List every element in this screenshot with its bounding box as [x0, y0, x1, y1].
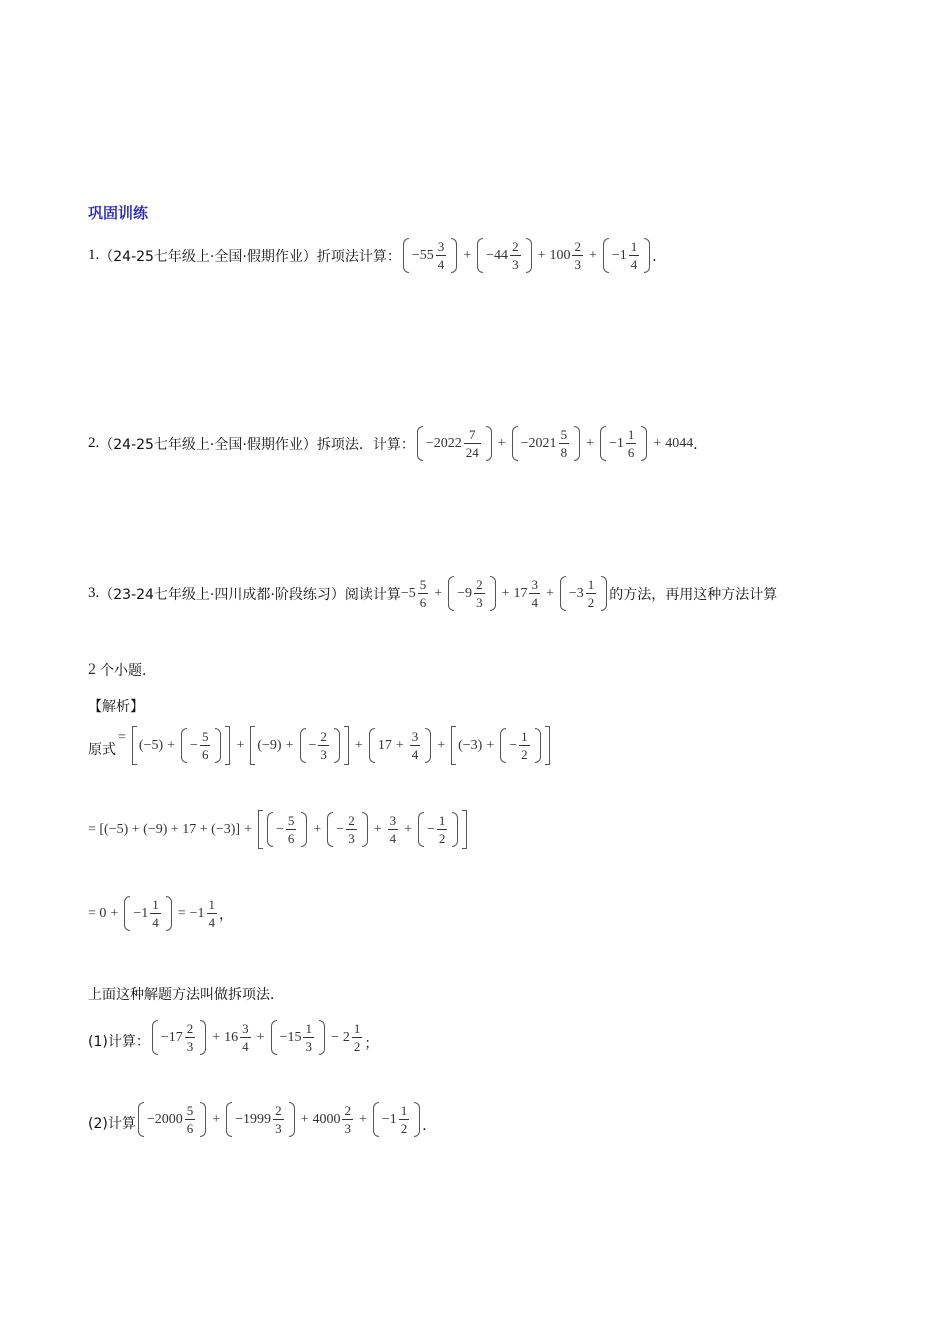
question-3-line-2-text: 个小题．	[100, 663, 156, 679]
plus-sign: +	[497, 435, 506, 451]
paren-group	[271, 1022, 325, 1053]
paren-group	[138, 1104, 206, 1135]
integer-part: −55	[411, 247, 434, 263]
plus-sign: +	[537, 247, 546, 263]
question-2-number: 2.	[88, 435, 100, 451]
part-1-expression	[150, 1022, 365, 1053]
denominator: 2	[521, 747, 528, 762]
paren-group	[477, 240, 531, 271]
fraction	[474, 578, 485, 609]
question-2	[88, 428, 707, 459]
part-1-label: (1)计算：	[88, 1034, 150, 1050]
question-2-expression	[415, 428, 693, 459]
numerator: 3	[389, 813, 397, 828]
minus-sign: −	[190, 737, 198, 753]
integer-part: 100	[549, 247, 571, 263]
fraction	[464, 428, 481, 459]
bracket-group	[451, 730, 550, 761]
step-2-expression	[88, 814, 469, 845]
denominator: 2	[587, 595, 595, 610]
minus-sign: −	[427, 821, 435, 837]
step-3-expression	[88, 898, 219, 929]
denominator: 6	[186, 1121, 194, 1136]
equals-sign: =	[177, 905, 186, 921]
denominator: 4	[208, 915, 216, 930]
plus-sign: +	[167, 737, 176, 753]
fraction	[200, 730, 211, 761]
paren-group	[418, 814, 458, 845]
fraction	[346, 814, 357, 845]
paren-group	[373, 1104, 420, 1135]
plus-sign: +	[463, 247, 472, 263]
fraction	[318, 730, 329, 761]
plus-sign: +	[244, 821, 252, 837]
question-2-end: ．	[693, 436, 708, 453]
integer-part: −2000	[146, 1111, 183, 1127]
integer-part: 17	[513, 585, 528, 601]
minus-sign: −	[275, 821, 284, 837]
question-1-expression	[401, 240, 652, 271]
fraction	[410, 730, 421, 761]
zero-term: = 0	[88, 905, 107, 921]
numerator: 3	[437, 239, 445, 254]
paren-group	[226, 1104, 294, 1135]
analysis-step-1	[88, 730, 552, 761]
numerator: 5	[419, 577, 427, 592]
minus-sign: −	[330, 1029, 339, 1045]
part-1-end: ；	[364, 1036, 379, 1052]
denominator: 4	[152, 915, 159, 930]
numerator: 2	[512, 239, 519, 254]
paren-group	[152, 1022, 206, 1053]
integer-part: 4044	[665, 435, 694, 451]
question-3-line-2	[88, 660, 156, 680]
numerator: 1	[152, 897, 159, 912]
numerator: 2	[186, 1021, 194, 1036]
paren-group	[603, 240, 650, 271]
fraction	[185, 1104, 196, 1135]
numerator: 1	[353, 1021, 361, 1036]
numerator: 5	[287, 813, 295, 828]
numerator: 1	[587, 577, 595, 592]
fraction	[273, 1104, 284, 1135]
fraction	[303, 1022, 314, 1053]
integer-part: −1	[189, 905, 205, 921]
numerator: 1	[521, 729, 528, 744]
paren-group	[500, 730, 540, 761]
numerator: 3	[242, 1021, 249, 1036]
question-1-number: 1.	[88, 247, 100, 263]
plus-sign: +	[653, 435, 662, 451]
denominator: 2	[400, 1121, 408, 1136]
integer-part: −5	[400, 585, 416, 601]
plus-sign: +	[212, 1029, 221, 1045]
integer-part: −1999	[235, 1111, 272, 1127]
paren-group	[181, 730, 221, 761]
fraction	[150, 898, 161, 929]
plus-sign: +	[354, 737, 363, 753]
original-expression-label: 原式	[88, 742, 116, 758]
numerator: 5	[560, 427, 568, 442]
question-3-expression	[401, 578, 609, 609]
fraction	[586, 578, 597, 609]
integer-part: 2	[342, 1029, 350, 1045]
plus-sign: +	[486, 737, 495, 753]
denominator: 3	[320, 747, 327, 762]
denominator: 3	[512, 257, 519, 272]
integer-part: −1	[381, 1111, 397, 1127]
numerator: 1	[627, 427, 635, 442]
question-3-number: 3.	[88, 585, 100, 601]
fraction	[342, 1104, 353, 1135]
denominator: 4	[437, 257, 445, 272]
question-3	[88, 578, 777, 609]
plus-sign: +	[437, 737, 446, 753]
fraction	[286, 814, 297, 845]
numerator: 5	[201, 729, 209, 744]
part-2-end: ．	[422, 1118, 437, 1134]
minus-sign: −	[308, 737, 317, 753]
analysis-summary: 上面这种解题方法叫做拆项法．	[88, 987, 284, 1003]
minus-sign: −	[509, 737, 518, 753]
numerator: 2	[574, 239, 581, 254]
fraction	[399, 1104, 410, 1135]
denominator: 3	[476, 595, 483, 610]
paren-group	[369, 730, 431, 761]
integer-part: 16	[224, 1029, 239, 1045]
plus-sign: +	[236, 737, 245, 753]
analysis-step-2	[88, 814, 469, 845]
step-1-expression	[116, 730, 552, 761]
question-1	[88, 240, 666, 271]
denominator: 3	[305, 1039, 312, 1054]
paren-group	[327, 814, 367, 845]
denominator: 3	[348, 831, 355, 846]
integer-part: 4000	[312, 1111, 341, 1127]
step-3-end: ，	[219, 906, 234, 923]
fraction	[529, 578, 540, 609]
integer-part: −17	[160, 1029, 183, 1045]
plus-sign: +	[545, 585, 554, 601]
numerator: 2	[275, 1103, 282, 1118]
plus-sign: +	[300, 1111, 309, 1127]
bracket-group	[250, 730, 349, 761]
paren-group	[417, 428, 492, 459]
bracket-group	[258, 814, 467, 845]
paren-group	[448, 578, 495, 609]
fraction	[510, 240, 521, 271]
integer-part: −9	[457, 585, 473, 601]
numerator: 1	[400, 1103, 408, 1118]
section-title: 巩固训练	[88, 204, 149, 222]
term: 17	[377, 737, 392, 753]
integer-part: −2022	[425, 435, 462, 451]
plus-sign: +	[110, 905, 119, 921]
integer-part: −1	[608, 435, 624, 451]
plus-sign: +	[404, 821, 413, 837]
fraction	[559, 428, 570, 459]
fraction	[626, 428, 637, 459]
fraction	[352, 1022, 363, 1053]
fraction	[436, 240, 447, 271]
numerator: 1	[305, 1021, 312, 1036]
plus-sign: +	[373, 821, 382, 837]
numerator: 2	[476, 577, 483, 592]
integer-part: −15	[279, 1029, 302, 1045]
plus-sign: +	[285, 737, 294, 753]
denominator: 8	[560, 445, 568, 460]
term: (−9)	[257, 737, 282, 753]
numerator: 7	[469, 427, 476, 442]
fraction	[572, 240, 583, 271]
integer-part: −3	[568, 585, 584, 601]
numerator: 3	[411, 729, 419, 744]
denominator: 4	[531, 595, 538, 610]
denominator: 6	[627, 445, 635, 460]
plus-sign: +	[588, 247, 597, 263]
plus-sign: +	[313, 821, 322, 837]
fraction	[240, 1022, 251, 1053]
plus-sign: +	[395, 737, 404, 753]
term: (−3)	[458, 737, 483, 753]
analysis-label: 【解析】	[88, 699, 144, 715]
fraction	[629, 240, 640, 271]
numerator: 1	[208, 897, 216, 912]
fraction	[418, 578, 429, 609]
plus-sign: +	[358, 1111, 367, 1127]
question-3-count: 2	[88, 661, 96, 678]
numerator: 1	[438, 813, 446, 828]
paren-group	[600, 428, 647, 459]
denominator: 2	[353, 1039, 361, 1054]
paren-group	[403, 240, 457, 271]
question-1-source: （24-25七年级上·全国·假期作业）折项法计算：	[99, 248, 401, 265]
fraction	[519, 730, 530, 761]
paren-group	[267, 814, 307, 845]
analysis-label-line	[88, 696, 144, 716]
plus-sign: +	[434, 585, 443, 601]
denominator: 4	[389, 831, 397, 846]
integer-part: −1	[611, 247, 627, 263]
plus-sign: +	[256, 1029, 265, 1045]
numerator: 3	[531, 577, 538, 592]
paren-group	[124, 898, 171, 929]
numerator: 2	[320, 729, 327, 744]
numerator: 2	[348, 813, 355, 828]
part-1	[88, 1022, 378, 1053]
fraction	[437, 814, 448, 845]
denominator: 24	[465, 445, 479, 460]
part-2-label: (2)计算	[88, 1116, 136, 1132]
paren-group	[560, 578, 607, 609]
denominator: 3	[574, 257, 581, 272]
fraction	[185, 1022, 196, 1053]
question-1-end: ．	[652, 248, 667, 265]
analysis-summary-line	[88, 984, 284, 1004]
plus-sign: +	[501, 585, 510, 601]
equals-sign: =	[118, 730, 126, 745]
question-3-source: （23-24七年级上·四川成都·阶段练习）阅读计算	[99, 586, 401, 603]
denominator: 6	[287, 831, 295, 846]
denominator: 3	[275, 1121, 282, 1136]
question-3-tail: 的方法，再用这种方法计算	[609, 586, 778, 603]
denominator: 4	[411, 747, 419, 762]
numerator: 2	[344, 1103, 351, 1118]
numerator: 1	[630, 239, 638, 254]
bracket-group	[132, 730, 231, 761]
denominator: 3	[186, 1039, 194, 1054]
minus-sign: −	[336, 821, 345, 837]
part-2-expression	[136, 1104, 422, 1135]
integer-sum: = [(−5) + (−9) + 17 + (−3)]	[88, 821, 241, 837]
denominator: 2	[438, 831, 446, 846]
analysis-step-3	[88, 898, 233, 929]
paren-group	[300, 730, 340, 761]
integer-part: −1	[133, 905, 149, 921]
part-2	[88, 1104, 436, 1135]
paren-group	[512, 428, 580, 459]
integer-part: −44	[486, 247, 509, 263]
numerator: 5	[186, 1103, 194, 1118]
fraction	[207, 898, 218, 929]
denominator: 6	[419, 595, 427, 610]
integer-part: −2021	[520, 435, 557, 451]
term: (−5)	[138, 737, 164, 753]
fraction	[388, 814, 399, 845]
denominator: 4	[242, 1039, 249, 1054]
plus-sign: +	[212, 1111, 221, 1127]
denominator: 3	[344, 1121, 351, 1136]
denominator: 4	[630, 257, 638, 272]
question-2-source: （24-25七年级上·全国·假期作业）拆项法．计算：	[99, 436, 415, 453]
plus-sign: +	[586, 435, 594, 451]
denominator: 6	[201, 747, 209, 762]
